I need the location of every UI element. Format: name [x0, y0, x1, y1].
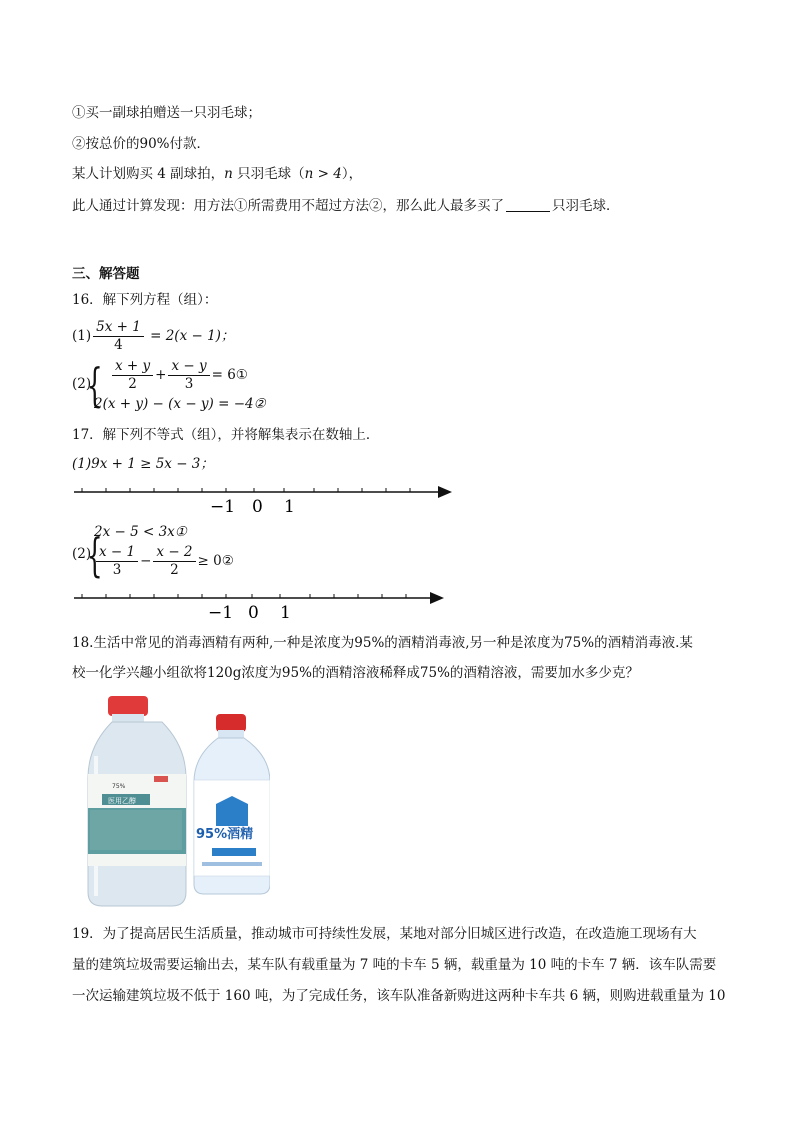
q17-p2-frac-2	[153, 544, 195, 579]
q15-plan-n: n	[224, 166, 233, 182]
q19-line-2: 量的建筑垃圾需要运输出去，某车队有载重量为 7 吨的卡车 5 辆，载重量为 10 吨的卡车 7 辆．该车队需要	[72, 957, 717, 973]
q15-option-1: ①买一副球拍赠送一只羽毛球；	[72, 105, 261, 121]
axis-label-neg1: −1	[210, 497, 236, 517]
axis-label-1: 1	[280, 603, 291, 623]
bottle-2-label: 95%酒精	[196, 827, 254, 842]
axis-label-1: 1	[284, 497, 295, 517]
q16-p2-frac-2-num: x − y	[168, 358, 209, 376]
q16-p2-label: (2)	[72, 376, 92, 392]
axis-arrow	[430, 592, 444, 604]
q15-result	[72, 196, 620, 216]
q16-p2-frac-1	[112, 358, 153, 393]
section-title: 三、解答题	[72, 266, 140, 282]
q16-p2-eq1	[110, 358, 248, 393]
q17-p2-frac-1-num: x − 1	[96, 544, 138, 562]
q15-option-2: ②按总价的90%付款．	[72, 136, 211, 152]
q15-plan-text-a: 某人计划购买 4 副球拍，	[72, 166, 225, 182]
bottle-1-percent: 75%	[112, 783, 126, 790]
q16-p1-rhs: = 2(x − 1)；	[145, 328, 235, 344]
q18-line-1: 18.生活中常见的消毒酒精有两种,一种是浓度为95%的酒精消毒液,另一种是浓度为75%的酒精消毒液.某	[72, 635, 693, 651]
q17-p2-frac-2-num: x − 2	[153, 544, 195, 562]
q16-p2-eq1-rhs: = 6①	[211, 367, 248, 383]
q17-p2-label: (2)	[72, 546, 92, 562]
q19-line-1: 19．为了提高居民生活质量，推动城市可持续性发展，某地对部分旧城区进行改造，在改造施工现场有大	[72, 926, 697, 942]
q17-p2-frac-1-den: 3	[112, 562, 122, 578]
q16-part-2	[72, 358, 332, 416]
q17-title: 17．解下列不等式（组），并将解集表示在数轴上．	[72, 427, 380, 443]
q16-p2-frac-2	[168, 358, 209, 393]
system-brace: {	[86, 358, 103, 412]
axis-label-neg1: −1	[208, 603, 234, 623]
axis-label-0: 0	[248, 603, 259, 623]
q15-plan-text-b: 只羽毛球（	[232, 166, 305, 182]
q15-result-text-a: 此人通过计算发现：用方法①所需费用不超过方法②，那么此人最多买了	[72, 198, 504, 214]
bottle-75-percent	[88, 696, 186, 906]
number-line-1	[72, 480, 457, 520]
q18-line-2: 校一化学兴趣小组欲将120g浓度为95%的酒精溶液稀释成75%的酒精溶液，需要加水多少克？	[72, 665, 639, 681]
q17-part-2	[72, 524, 332, 586]
q16-title: 16．解下列方程（组）：	[72, 292, 218, 308]
q19-line-3: 一次运输建筑垃圾不低于 160 吨，为了完成任务，该车队准备新购进这两种卡车共 6 辆，则购进载重量为 10	[72, 988, 726, 1004]
q17-p2-eq2	[94, 544, 234, 579]
number-line-2	[72, 586, 457, 626]
q17-p2-frac-2-den: 2	[170, 562, 179, 578]
answer-blank[interactable]	[506, 197, 550, 212]
bottle-1-name: 医用乙醇	[108, 797, 136, 805]
q15-plan-condition: n > 4	[304, 166, 342, 182]
q16-p1-numerator: 5x + 1	[93, 319, 144, 337]
bottle-95-percent	[194, 714, 270, 894]
axis-label-0: 0	[252, 497, 263, 517]
q17-p2-minus: −	[140, 553, 152, 569]
q16-p2-frac-1-den: 2	[128, 376, 137, 392]
q15-result-text-b: 只羽毛球．	[552, 198, 620, 214]
q17-part-1: (1)9x + 1 ≥ 5x − 3；	[72, 456, 214, 472]
q15-plan-text-c: ），	[341, 166, 363, 182]
q16-p2-frac-2-den: 3	[184, 376, 194, 392]
q16-p2-plus: +	[155, 367, 167, 383]
q16-p1-fraction	[93, 319, 144, 354]
q16-p2-eq2: 2(x + y) − (x − y) = −4②	[94, 396, 266, 412]
q16-p1-denominator: 4	[114, 337, 123, 353]
q17-p2-eq1: 2x − 5 < 3x①	[94, 524, 187, 540]
alcohol-bottles-photo	[84, 696, 270, 908]
system-brace: {	[86, 528, 103, 582]
q17-p2-rhs: ≥ 0②	[197, 553, 234, 569]
q16-part-1	[72, 318, 234, 354]
q17-p2-frac-1	[96, 544, 138, 579]
axis-arrow	[438, 486, 452, 498]
q15-plan	[72, 164, 362, 184]
q16-p1-label: (1)	[72, 328, 92, 344]
q16-p2-frac-1-num: x + y	[112, 358, 153, 376]
